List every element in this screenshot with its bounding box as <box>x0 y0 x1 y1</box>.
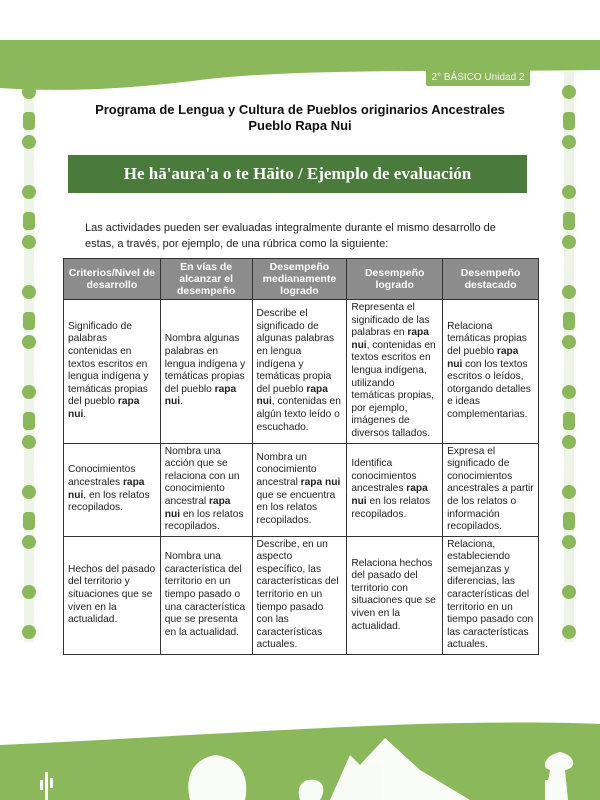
cell-en-vias: Nombra una característica del territorio en un tiempo pasado o una característica que se presenta en la actualidad. <box>160 536 252 654</box>
cell-medianamente: Describe el significado de algunas palabras en lengua indígena y temáticas propia del pueblo rapa nui, contenidas en algún texto leído o escuchado. <box>252 300 347 444</box>
header-criterios: Criterios/Nivel de desarrollo <box>64 259 161 300</box>
header-en-vias: En vías de alcanzar el desempeño <box>160 259 252 300</box>
cell-destacado: Expresa el significado de conocimientos ancestrales a partir de los relatos o información recopilados. <box>443 443 539 536</box>
cell-logrado: Relaciona hechos del pasado del territorio con situaciones que se viven en la actualidad. <box>347 536 443 654</box>
section-title: He hā'aura'a o te Hāito / Ejemplo de evaluación <box>68 155 527 193</box>
cell-logrado: Representa el significado de las palabras en rapa nui, contenidas en textos escritos en lengua indígena, utilizando temáticas propias, por ejemplo, imágenes de diversos tallados. <box>347 300 443 444</box>
cell-criterion: Significado de palabras contenidas en textos escritos en lengua indígena y temáticas propias del pueblo rapa nui. <box>64 300 161 444</box>
left-ornament-border <box>20 72 38 642</box>
cell-medianamente: Describe, en un aspecto específico, las características del territorio en un tiempo pasado con las características actuales. <box>252 536 347 654</box>
program-title <box>0 102 600 134</box>
cell-criterion: Conocimientos ancestrales rapa nui, en los relatos recopilados. <box>64 443 161 536</box>
bottom-landscape-illustration <box>0 710 600 800</box>
cell-destacado: Relaciona temáticas propias del pueblo rapa nui con los textos escritos o leídos, otorgando detalles e ideas complementarias. <box>443 300 539 444</box>
right-ornament-border <box>560 72 578 642</box>
table-row <box>64 300 539 444</box>
cell-logrado: Identifica conocimientos ancestrales rapa nui en los relatos recopilados. <box>347 443 443 536</box>
table-row <box>64 443 539 536</box>
rubric-table <box>63 258 539 655</box>
intro-paragraph: Las actividades pueden ser evaluadas integralmente durante el mismo desarrollo de estas, a través, por ejemplo, de una rúbrica como la siguiente: <box>85 222 496 250</box>
cell-criterion: Hechos del pasado del territorio y situaciones que se viven en la actualidad. <box>64 536 161 654</box>
header-logrado: Desempeño logrado <box>347 259 443 300</box>
cell-destacado: Relaciona, estableciendo semejanzas y diferencias, las características del territorio en un tiempo pasado con las características actuales. <box>443 536 539 654</box>
grade-badge: 2° BÁSICO Unidad 2 <box>426 69 530 86</box>
header-medianamente: Desempeño medianamente logrado <box>252 259 347 300</box>
cell-en-vias: Nombra algunas palabras en lengua indígena y temáticas propias del pueblo rapa nui. <box>160 300 252 444</box>
cell-en-vias: Nombra una acción que se relaciona con un conocimiento ancestral rapa nui en los relatos recopilados. <box>160 443 252 536</box>
rubric-header-row <box>64 259 539 300</box>
cell-medianamente: Nombra un conocimiento ancestral rapa nui que se encuentra en los relatos recopilados. <box>252 443 347 536</box>
program-title-line1: Programa de Lengua y Cultura de Pueblos originarios Ancestrales <box>95 102 505 117</box>
program-title-line2: Pueblo Rapa Nui <box>248 118 352 133</box>
header-destacado: Desempeño destacado <box>443 259 539 300</box>
table-row <box>64 536 539 654</box>
